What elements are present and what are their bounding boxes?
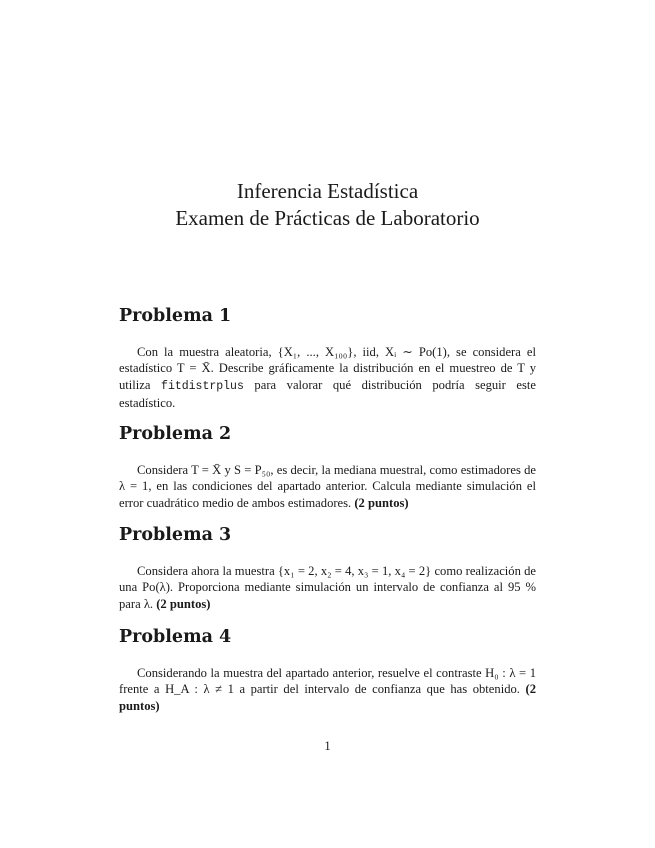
problem-3 xyxy=(119,524,536,612)
problem-4-points: (2 puntos) xyxy=(119,682,536,713)
problem-1-heading: Problema 1 xyxy=(119,306,232,326)
problem-2-text-a: Considera T = X̄ y S = P₅₀, es decir, la mediana muestral, como estimadores de λ = 1, en las condiciones del apartado anterior. Calcula mediante simulación el error cuadrático medio de ambos estimadores. xyxy=(119,463,536,510)
problem-1-text-b: para valorar qué distribución podría seguir este estadístico. xyxy=(119,377,537,410)
problem-4 xyxy=(119,626,536,714)
problem-1-text xyxy=(119,344,536,411)
problem-2-text xyxy=(119,462,536,511)
problem-2-points: (2 puntos) xyxy=(354,495,409,510)
problem-2 xyxy=(119,423,536,511)
problem-4-heading: Problema 4 xyxy=(119,627,232,647)
page-number: 1 xyxy=(324,739,331,753)
problem-3-text xyxy=(119,563,536,612)
problem-1-text-a: Con la muestra aleatoria, {X₁, ..., X₁₀₀}, iid, Xᵢ ∼ Po(1), se considera el estadístico T = X̄. Describe gráficamente la distribución en el muestreo de T y utiliza xyxy=(119,345,536,392)
title-line-1: Inferencia Estadística xyxy=(236,179,419,203)
title-line-2: Examen de Prácticas de Laboratorio xyxy=(175,206,480,230)
document-title xyxy=(0,178,655,232)
problem-4-text xyxy=(119,665,536,714)
problem-3-text-a: Considera ahora la muestra {x₁ = 2, x₂ = 4, x₃ = 1, x₄ = 2} como realización de una Po(λ). Proporciona mediante simulación un intervalo de confianza al 95 % para λ. xyxy=(119,564,536,611)
problem-1-code: fitdistrplus xyxy=(161,379,244,393)
problem-3-heading: Problema 3 xyxy=(119,525,232,545)
problem-4-text-a: Considerando la muestra del apartado anterior, resuelve el contraste H₀ : λ = 1 frente a H_A : λ ≠ 1 a partir del intervalo de confianza que has obtenido. xyxy=(119,666,536,697)
problem-2-heading: Problema 2 xyxy=(119,424,232,444)
problem-3-points: (2 puntos) xyxy=(156,596,211,611)
problem-1 xyxy=(119,305,536,411)
